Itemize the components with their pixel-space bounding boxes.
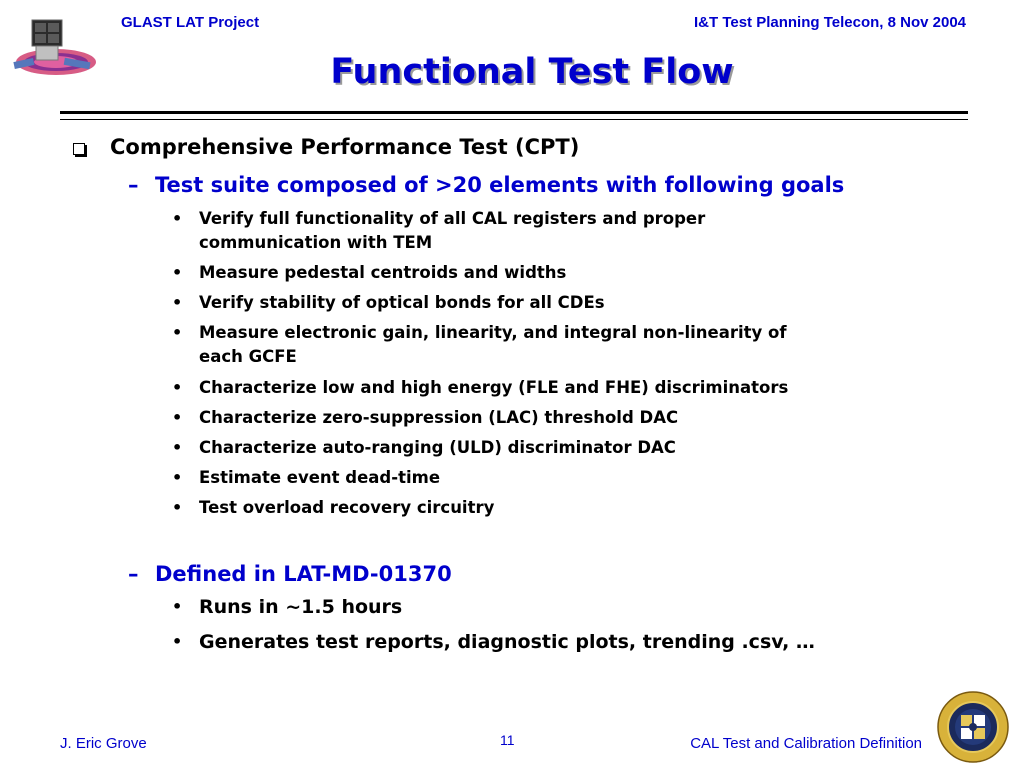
list-item: Verify stability of optical bonds for all CDEs bbox=[199, 293, 605, 312]
dot-bullet: • bbox=[172, 323, 183, 342]
group2-label: Defined in LAT-MD-01370 bbox=[155, 562, 452, 586]
naval-research-lab-seal-icon bbox=[937, 691, 1009, 763]
dot-bullet: • bbox=[172, 263, 183, 282]
slide-title: Functional Test Flow bbox=[330, 52, 734, 92]
footer-document-title: CAL Test and Calibration Definition bbox=[690, 735, 922, 752]
dot-bullet: • bbox=[172, 498, 183, 517]
list-item: Runs in ~1.5 hours bbox=[199, 596, 403, 618]
header-project-name: GLAST LAT Project bbox=[121, 14, 260, 31]
dot-bullet: • bbox=[172, 438, 183, 457]
dot-bullet: • bbox=[172, 293, 183, 312]
dot-bullet: • bbox=[172, 209, 183, 228]
list-item: Generates test reports, diagnostic plots, trending .csv, … bbox=[199, 631, 815, 653]
dot-bullet: • bbox=[172, 468, 183, 487]
title-divider-thin bbox=[60, 119, 968, 120]
list-item: Characterize zero-suppression (LAC) threshold DAC bbox=[199, 408, 679, 427]
title-divider-thick bbox=[60, 111, 968, 114]
dash-bullet: – bbox=[128, 173, 139, 197]
header-meeting-info: I&T Test Planning Telecon, 8 Nov 2004 bbox=[693, 14, 966, 31]
list-item-continuation: each GCFE bbox=[199, 347, 297, 366]
dash-bullet: – bbox=[128, 562, 139, 586]
list-item: Measure electronic gain, linearity, and integral non-linearity of bbox=[199, 323, 787, 342]
square-bullet-icon bbox=[73, 143, 85, 155]
dot-bullet: • bbox=[172, 632, 183, 651]
list-item: Estimate event dead-time bbox=[199, 468, 441, 487]
dot-bullet: • bbox=[172, 378, 183, 397]
list-item: Characterize auto-ranging (ULD) discriminator DAC bbox=[199, 438, 676, 457]
list-item: Measure pedestal centroids and widths bbox=[199, 263, 567, 282]
group1-label: Test suite composed of >20 elements with following goals bbox=[155, 173, 845, 197]
list-item: Test overload recovery circuitry bbox=[199, 498, 495, 517]
section-heading: Comprehensive Performance Test (CPT) bbox=[110, 135, 580, 159]
dot-bullet: • bbox=[172, 597, 183, 616]
page-number: 11 bbox=[500, 732, 515, 748]
dot-bullet: • bbox=[172, 408, 183, 427]
footer-author: J. Eric Grove bbox=[60, 735, 147, 752]
list-item-continuation: communication with TEM bbox=[199, 233, 433, 252]
list-item: Verify full functionality of all CAL registers and proper bbox=[199, 209, 706, 228]
list-item: Characterize low and high energy (FLE and FHE) discriminators bbox=[199, 378, 789, 397]
